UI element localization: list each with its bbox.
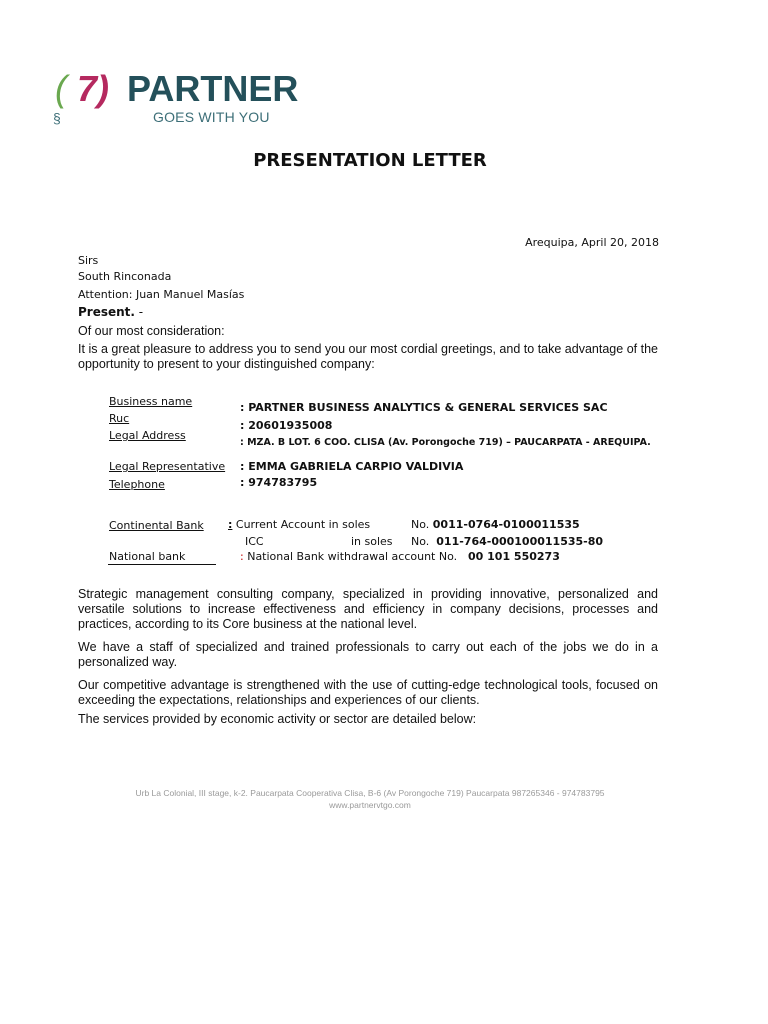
- paragraph-competitive-advantage: Our competitive advantage is strengthened with the use of cutting-edge technological tools, focused on exceeding the expectations, relationships and experiences of our clients.: [78, 678, 658, 707]
- intro-paragraph: It is a great pleasure to address you to send you our most cordial greetings, and to take advantage of the opportunity to present to your distinguished company:: [78, 342, 658, 371]
- present-dash: -: [134, 305, 144, 319]
- continental-account-line: [228, 518, 370, 531]
- continental-account-type: Current Account in soles: [232, 518, 371, 531]
- national-colon: :: [240, 550, 244, 563]
- present-line: [78, 305, 143, 319]
- ruc-label: Ruc: [109, 412, 130, 425]
- continental-account-number: 0011-0764-0100011535: [432, 518, 580, 531]
- greeting: Of our most consideration:: [78, 324, 225, 338]
- recipient-attention: Attention: Juan Manuel Masías: [78, 288, 245, 301]
- continental-account-number-line: [411, 518, 580, 531]
- continental-bank-label: Continental Bank: [109, 519, 204, 532]
- continental-no-label: No.: [411, 518, 430, 531]
- legal-representative-value: : EMMA GABRIELA CARPIO VALDIVIA: [240, 460, 464, 473]
- present-label: Present.: [78, 305, 135, 319]
- paragraph-staff: We have a staff of specialized and trained professionals to carry out each of the jobs we do in a personalized way.: [78, 640, 658, 669]
- document-title: PRESENTATION LETTER: [253, 150, 487, 171]
- logo-word: PARTNER: [127, 68, 299, 109]
- icc-label: ICC: [245, 535, 264, 548]
- legal-address-value: : MZA. B LOT. 6 COO. CLISA (Av. Porongoche 719) – PAUCARPATA - AREQUIPA.: [240, 437, 651, 448]
- letter-date: Arequipa, April 20, 2018: [525, 236, 659, 249]
- logo-open-paren: (: [55, 68, 67, 109]
- footer-address: Urb La Colonial, III stage, k-2. Paucarpata Cooperativa Clisa, B-6 (Av Porongoche 719) Paucarpata 987265346 - 974783795: [135, 788, 605, 798]
- legal-representative-label: Legal Representative: [109, 460, 226, 473]
- legal-address-label: Legal Address: [109, 429, 186, 442]
- national-bank-underline: [108, 564, 216, 565]
- paragraph-services-intro: The services provided by economic activity or sector are detailed below:: [78, 712, 477, 726]
- continental-colon: :: [228, 518, 233, 531]
- business-name-label: Business name: [109, 395, 193, 408]
- national-bank-line: [240, 550, 457, 563]
- telephone-value: : 974783795: [240, 476, 318, 489]
- ruc-value: : 20601935008: [240, 419, 333, 432]
- company-logo: [55, 68, 298, 110]
- national-bank-text: National Bank withdrawal account No.: [243, 550, 458, 563]
- national-bank-label: National bank: [109, 550, 186, 563]
- telephone-label: Telephone: [109, 478, 165, 491]
- national-bank-account-number: 00 101 550273: [468, 550, 560, 563]
- logo-section-mark: §: [53, 110, 61, 126]
- footer-website: www.partnervtgo.com: [329, 800, 411, 810]
- business-name-value: : PARTNER BUSINESS ANALYTICS & GENERAL SERVICES SAC: [240, 401, 608, 414]
- recipient-line1: Sirs: [78, 254, 99, 267]
- icc-no-label: No.: [411, 535, 430, 548]
- recipient-line2: South Rinconada: [78, 270, 172, 283]
- icc-account-number: 011-764-000100011535-80: [436, 535, 604, 548]
- icc-number-line: [411, 535, 603, 548]
- logo-tagline: GOES WITH YOU: [153, 109, 270, 125]
- icc-in-soles: in soles: [351, 535, 393, 548]
- logo-number: 7): [77, 68, 110, 109]
- paragraph-company-description: Strategic management consulting company, specialized in providing innovative, personalized and versatile solutions to increase effectiveness and efficiency in company decisions, processes and practices, according to its Core business at the national level.: [78, 587, 658, 631]
